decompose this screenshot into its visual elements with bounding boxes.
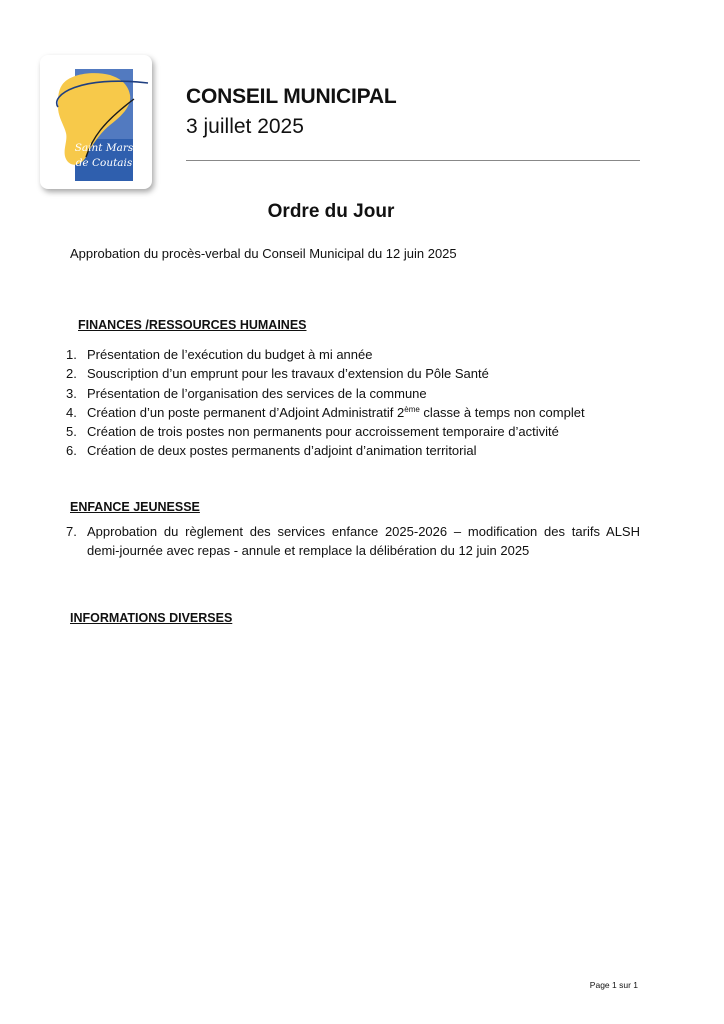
item-number: 5. <box>66 424 77 440</box>
item-number: 6. <box>66 443 77 459</box>
list-item <box>66 345 640 364</box>
item-number: 2. <box>66 366 77 382</box>
item-number: 7. <box>66 524 77 539</box>
list-item <box>66 364 640 383</box>
section-heading-enfance: ENFANCE JEUNESSE <box>70 500 200 514</box>
list-item <box>66 422 640 441</box>
item-number: 1. <box>66 347 77 362</box>
page-number: Page 1 sur 1 <box>589 980 638 990</box>
header-divider <box>186 160 640 161</box>
item-text: Présentation de l’exécution du budget à mi année <box>87 347 373 362</box>
item-text <box>87 403 640 422</box>
item-text: Souscription d’un emprunt pour les travaux d’extension du Pôle Santé <box>87 366 489 382</box>
list-item <box>66 384 640 403</box>
finances-items-list <box>66 345 640 461</box>
list-item <box>66 441 640 460</box>
item-text: Approbation du règlement des services enfance 2025-2026 – modification des tarifs ALSH demi-journée avec repas - annule et remplace la délibération du 12 juin 2025 <box>87 524 640 559</box>
agenda-title: Ordre du Jour <box>267 201 395 222</box>
item-number: 3. <box>66 385 77 401</box>
municipal-logo <box>40 55 152 189</box>
item-text: Création de trois postes non permanents pour accroissement temporaire d’activité <box>87 424 559 440</box>
list-item <box>66 522 640 561</box>
item-text-part: classe à temps non complet <box>419 404 585 420</box>
logo-text-line2: de Coutais <box>75 157 133 169</box>
enfance-items-list <box>66 522 640 561</box>
item-number: 4. <box>66 404 77 420</box>
item-text: Création de deux postes permanents d’adjoint d’animation territorial <box>87 443 477 459</box>
approval-line: Approbation du procès-verbal du Conseil Municipal du 12 juin 2025 <box>70 246 457 261</box>
section-heading-finances: FINANCES /RESSOURCES HUMAINES <box>78 318 307 332</box>
meeting-date: 3 juillet 2025 <box>186 115 304 138</box>
item-text: Présentation de l’organisation des services de la commune <box>87 385 427 401</box>
item-text-part: Création d’un poste permanent d’Adjoint Administratif 2 <box>87 404 405 420</box>
section-heading-informations: INFORMATIONS DIVERSES <box>70 611 233 625</box>
document-title: CONSEIL MUNICIPAL <box>186 85 397 108</box>
saint-mars-de-coutais-logo-icon <box>40 55 152 189</box>
ordinal-superscript: ème <box>404 404 420 414</box>
list-item <box>66 403 640 422</box>
logo-text-line1: Saint Mars <box>74 142 134 154</box>
